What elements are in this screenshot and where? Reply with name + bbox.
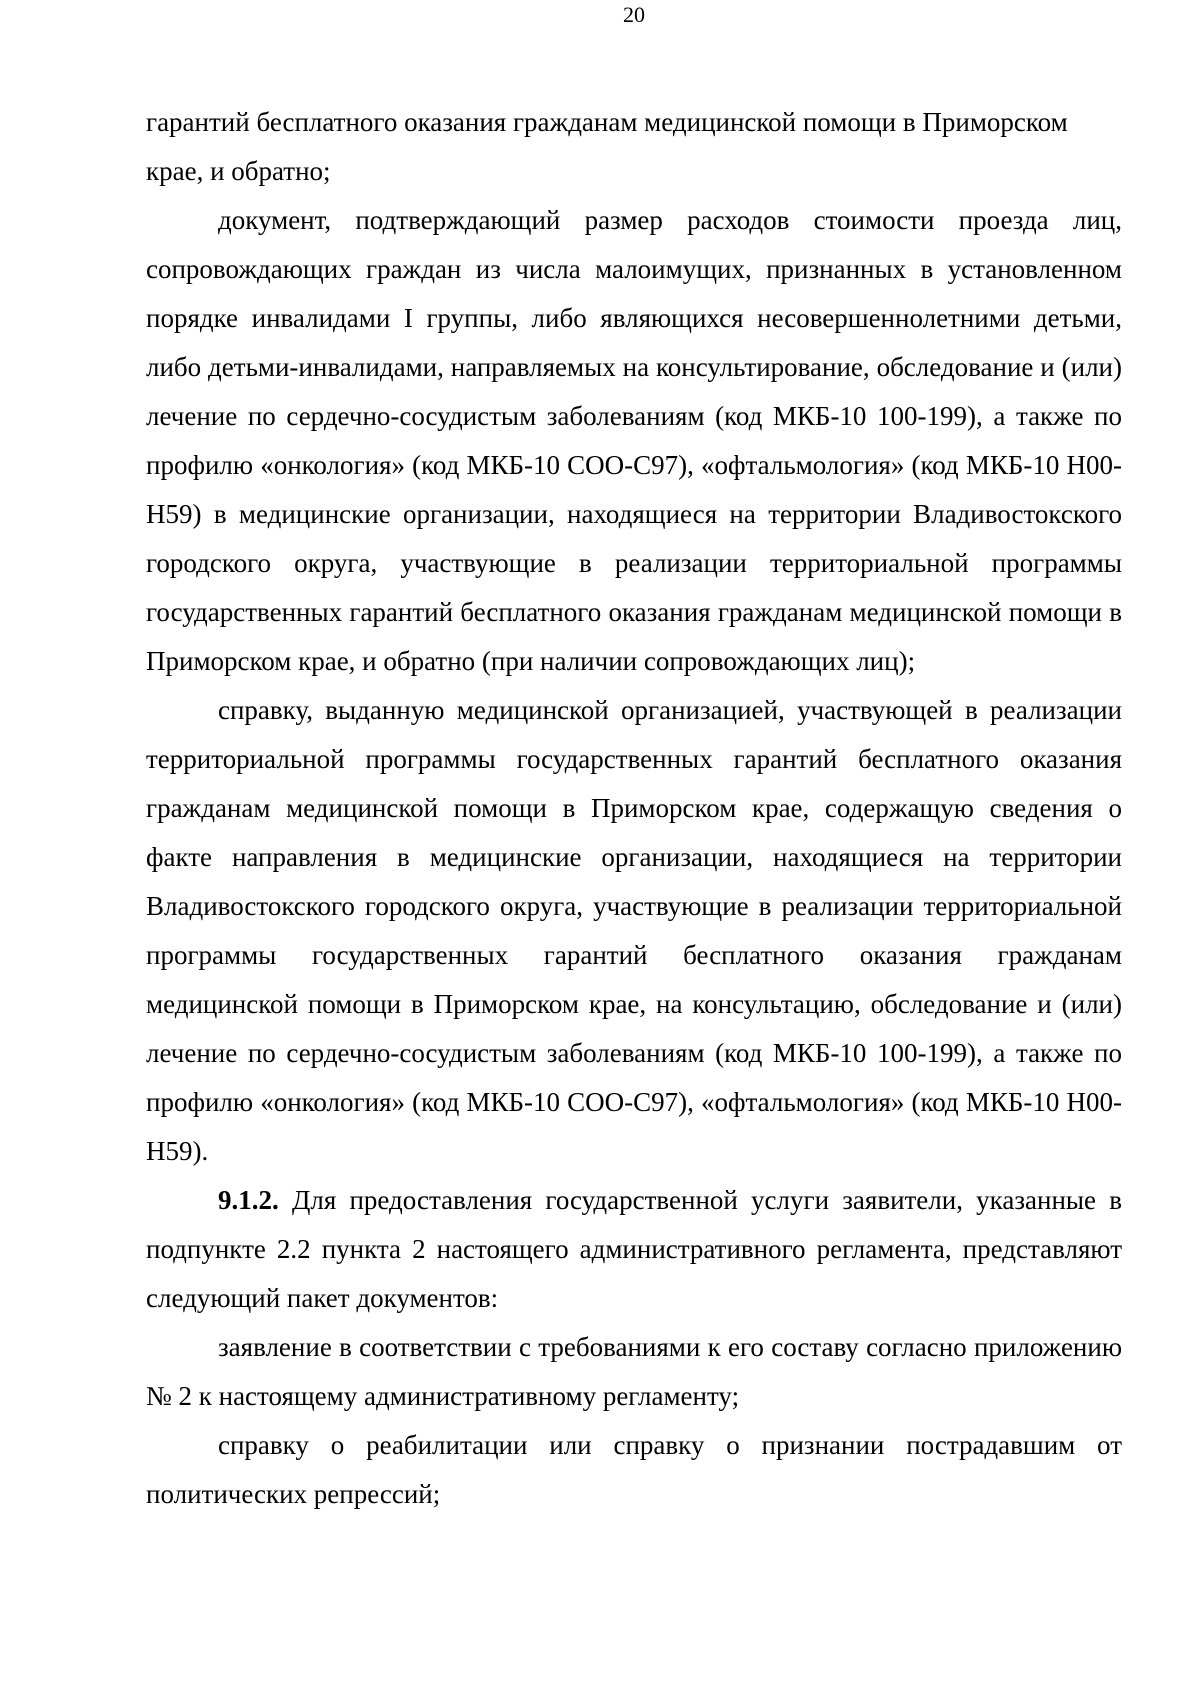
paragraph-continuation: гарантий бесплатного оказания гражданам медицинской помощи в Приморском крае, и обратно; xyxy=(146,107,1068,186)
page-number: 20 xyxy=(623,2,645,27)
paragraph-rehabilitation-certificate: справку о реабилитации или справку о признании пострадавшим от политических репрессий; xyxy=(146,1430,1122,1509)
section-text: Для предоставления государственной услуги заявители, указанные в подпункте 2.2 пункта 2 настоящего административного регламента, представляют следующий пакет документов: xyxy=(146,1185,1122,1313)
document-body xyxy=(146,98,1122,1519)
section-number: 9.1.2. xyxy=(218,1185,279,1215)
paragraph-medical-referral-certificate: справку, выданную медицинской организацией, участвующей в реализации территориальной программы государственных гарантий бесплатного оказания гражданам медицинской помощи в Приморском крае, содержащую сведения о факте направления в медицинские организации, находящиеся на территории Владивостокского городского округа, участвующие в реализации территориальной программы государственных гарантий бесплатного оказания гражданам медицинской помощи в Приморском крае, на консультацию, обследование и (или) лечение по сердечно-сосудистым заболеваниям (код МКБ-10 100-199), а также по профилю «онкология» (код МКБ-10 СОО-С97), «офтальмология» (код МКБ-10 Н00-Н59). xyxy=(146,695,1122,1166)
paragraph-section-9-1-2 xyxy=(146,1176,1122,1323)
paragraph-escort-cost-document: документ, подтверждающий размер расходов стоимости проезда лиц, сопровождающих граждан из числа малоимущих, признанных в установленном порядке инвалидами I группы, либо являющихся несовершеннолетними детьми, либо детьми-инвалидами, направляемых на консультирование, обследование и (или) лечение по сердечно-сосудистым заболеваниям (код МКБ-10 100-199), а также по профилю «онкология» (код МКБ-10 СОО-С97), «офтальмология» (код МКБ-10 Н00-Н59) в медицинские организации, находящиеся на территории Владивостокского городского округа, участвующие в реализации территориальной программы государственных гарантий бесплатного оказания гражданам медицинской помощи в Приморском крае, и обратно (при наличии сопровождающих лиц); xyxy=(146,205,1122,676)
paragraph-application: заявление в соответствии с требованиями к его составу согласно приложению № 2 к настоящему административному регламенту; xyxy=(146,1332,1122,1411)
